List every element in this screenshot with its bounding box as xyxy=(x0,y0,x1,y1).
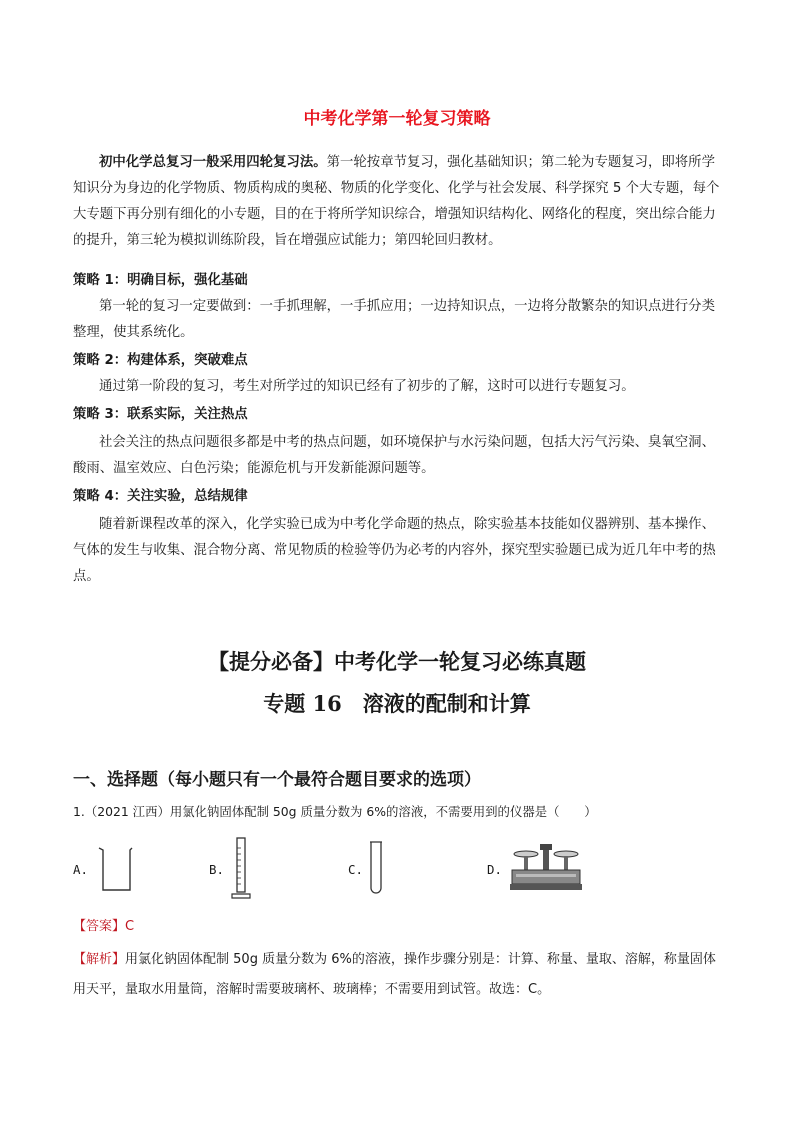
strategy-3-body: 社会关注的热点问题很多都是中考的热点问题，如环境保护与水污染问题，包括大污气污染、臭氧空洞、酸雨、温室效应、白色污染；能源危机与开发新能源问题等。 xyxy=(73,435,715,476)
analysis-text: 用氯化钠固体配制 50g 质量分数为 6%的溶液，操作步骤分别是：计算、称量、量取、溶解，称量固体用天平，量取水用量筒，溶解时需要玻璃杯、玻璃棒；不需要用到试管。故选：C。 xyxy=(73,952,716,997)
analysis xyxy=(73,945,725,1005)
beaker-icon xyxy=(96,842,136,894)
section-title: 一、选择题（每小题只有一个最符合题目要求的选项） xyxy=(73,770,481,790)
question-text: 1.（2021 江西）用氯化钠固体配制 50g 质量分数为 6%的溶液，不需要用到的仪器是（ ） xyxy=(73,804,597,819)
answer xyxy=(73,915,134,934)
answer-value: C xyxy=(125,919,135,934)
graduated-cylinder-icon xyxy=(230,836,254,900)
strategy-3-title: 策略 3：联系实际，关注热点 xyxy=(73,407,248,422)
answer-tag: 【答案】 xyxy=(73,919,126,934)
intro-lead: 初中化学总复习一般采用四轮复习法。 xyxy=(99,155,327,170)
page-title: 中考化学第一轮复习策略 xyxy=(303,109,491,129)
balance-scale-icon xyxy=(508,842,584,894)
strategy-4-title: 策略 4：关注实验，总结规律 xyxy=(73,489,248,504)
heading-main: 【提分必备】中考化学一轮复习必练真题 xyxy=(208,649,586,674)
strategy-1-title: 策略 1：明确目标，强化基础 xyxy=(73,273,248,288)
strategy-4-body: 随着新课程改革的深入，化学实验已成为中考化学命题的热点，除实验基本技能如仪器辨别、基本操作、气体的发生与收集、混合物分离、常见物质的检验等仍为必考的内容外，探究型实验题已成为近几年中考的热点。 xyxy=(73,517,716,584)
test-tube-icon xyxy=(368,840,384,898)
heading-topic: 专题 16 溶液的配制和计算 xyxy=(263,691,531,716)
option-a-label: A. xyxy=(73,862,88,877)
strategy-2-body: 通过第一阶段的复习，考生对所学过的知识已经有了初步的了解，这时可以进行专题复习。 xyxy=(99,379,635,394)
option-b-label: B. xyxy=(209,862,224,877)
option-c-label: C. xyxy=(348,862,363,877)
intro-text: 第一轮按章节复习，强化基础知识；第二轮为专题复习，即将所学知识分为身边的化学物质、物质构成的奥秘、物质的化学变化、化学与社会发展、科学探究 5 个大专题，每个大专题下再分别有细化的小专题，目的在于将所学知识综合，增强知识结构化、网络化的程度，突出综合能力的提升，第三轮为模拟训练阶段，旨在增强应试能力；第四轮回归教材。 xyxy=(73,155,720,248)
intro-paragraph xyxy=(73,150,723,254)
analysis-tag: 【解析】 xyxy=(73,952,126,967)
option-d-label: D. xyxy=(487,862,502,877)
strategy-2-title: 策略 2：构建体系，突破难点 xyxy=(73,353,248,368)
strategy-1-body: 第一轮的复习一定要做到：一手抓理解，一手抓应用；一边持知识点，一边将分散繁杂的知识点进行分类整理，使其系统化。 xyxy=(73,299,715,340)
